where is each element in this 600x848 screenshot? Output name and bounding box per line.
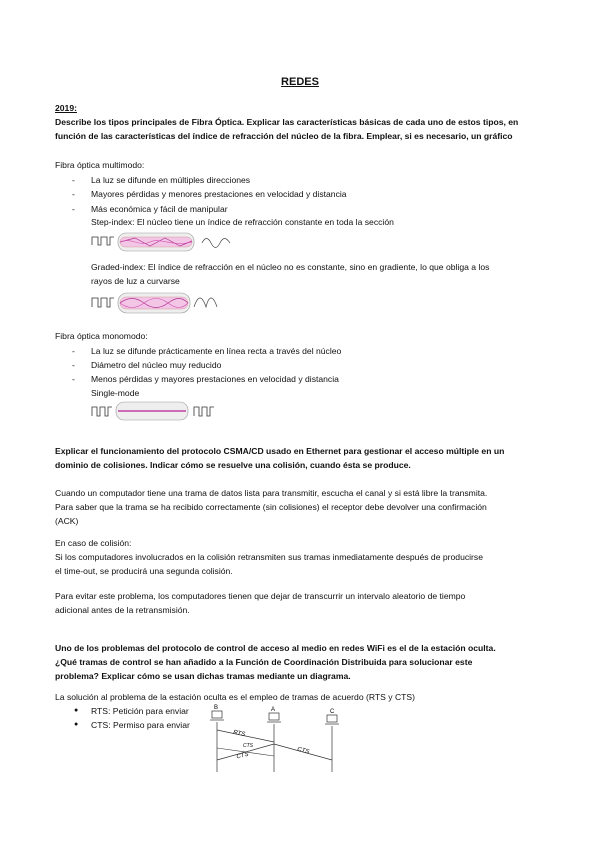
arrow-label: RTS [232,729,246,739]
step-index-text: Step-index: El núcleo tiene un índice de refracción constante en toda la sección [91,217,394,227]
bullet-dash: - [72,175,75,185]
graded-index-fiber-diagram [90,289,220,317]
question-line: Explicar el funcionamiento del protocolo CSMA/CD usado en Ethernet para gestionar el acceso múltiple en un [55,446,505,456]
question-line: problema? Explicar cómo se usan dichas tramas mediante un diagrama. [55,671,351,681]
question-line: Uno de los problemas del protocolo de control de acceso al medio en redes WiFi es el de la estación oculta. [55,643,496,653]
paragraph-line: Para evitar este problema, los computadores tienen que dejar de transcurrir un intervalo aleatorio de tiempo [55,591,466,601]
paragraph-line: La solución al problema de la estación oculta es el empleo de tramas de acuerdo (RTS y CTS) [55,692,416,702]
paragraph-line: adicional antes de la retransmisión. [55,605,190,615]
single-mode-label: Single-mode [91,388,140,398]
paragraph-line: Para saber que la trama se ha recibido correctamente (sin colisiones) el receptor debe devolver una confirmación [55,502,487,512]
step-index-fiber-diagram [90,229,240,255]
question-line: ¿Qué tramas de control se han añadido a la Función de Coordinación Distribuida para solucionar este [55,657,473,667]
list-item: Más económica y fácil de manipular [91,204,228,214]
bullet-dash: - [72,189,75,199]
list-item: RTS: Petición para enviar [91,706,189,716]
paragraph-line: Si los computadores involucrados en la colisión retransmiten sus tramas inmediatamente después de producirse [55,552,483,562]
question-line: función de las características del índice de refracción del núcleo de la fibra. Emplear, si es necesario, un gráfico [55,131,513,141]
section-heading: Fibra óptica monomodo: [55,331,148,341]
section-heading: En caso de colisión: [55,538,132,548]
paragraph-line: Cuando un computador tiene una trama de datos lista para transmitir, escucha el canal y si está libre la transmita. [55,488,488,498]
section-heading: Fibra óptica multimodo: [55,160,145,170]
arrow-label: CTS [296,746,310,756]
bullet-dash: - [72,374,75,384]
graded-index-text: Graded-index: El índice de refracción en el núcleo no es constante, sino en gradiente, lo que obliga a los [91,262,490,272]
list-item: Menos pérdidas y mayores prestaciones en velocidad y distancia [91,374,339,384]
arrow-label: CTS [243,743,253,749]
graded-index-text: rayos de luz a curvarse [91,276,180,286]
rts-cts-diagram [205,700,365,775]
station-label: C [330,709,335,715]
arrow-label: CTS [236,751,250,761]
station-label: B [214,705,219,711]
list-item: Diámetro del núcleo muy reducido [91,360,222,370]
bullet-dot: ● [74,707,79,714]
bullet-dash: - [72,346,75,356]
list-item: La luz se difunde en múltiples direcciones [91,175,251,185]
paragraph-line: el time-out, se producirá una segunda colisión. [55,566,233,576]
paragraph-line: (ACK) [55,516,79,526]
station-label: A [271,707,276,713]
question-line: Describe los tipos principales de Fibra Óptica. Explicar las características básicas de cada uno de estos tipos, en [55,117,519,127]
list-item: La luz se difunde prácticamente en línea recta a través del núcleo [91,346,342,356]
question-line: dominio de colisiones. Indicar cómo se resuelve una colisión, cuando ésta se produce. [55,460,411,470]
bullet-dot: ● [74,721,79,728]
single-mode-fiber-diagram [90,399,220,423]
year-heading: 2019: [55,103,77,113]
list-item: Mayores pérdidas y menores prestaciones en velocidad y distancia [91,189,347,199]
page-title: REDES [281,76,319,88]
list-item: CTS: Permiso para enviar [91,720,190,730]
bullet-dash: - [72,204,75,214]
bullet-dash: - [72,360,75,370]
